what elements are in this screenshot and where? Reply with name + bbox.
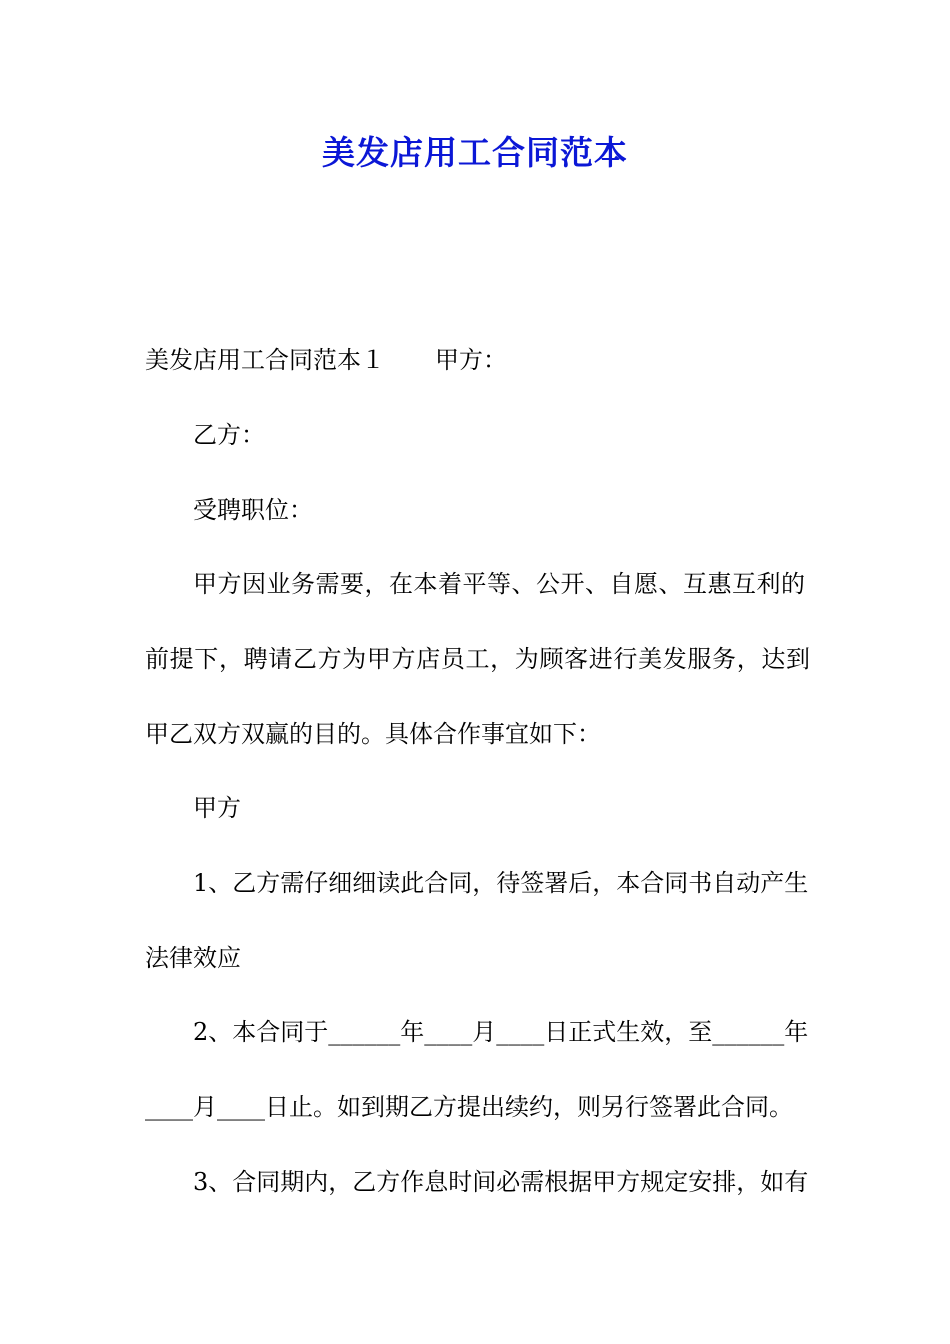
position-label: 受聘职位： [193, 496, 313, 524]
clause-line: 3、合同期内，乙方作息时间必需根据甲方规定安排，如有 [193, 1168, 809, 1196]
section-heading: 甲方 [193, 794, 241, 822]
party-b-label: 乙方： [193, 421, 265, 449]
paragraph-line: 甲乙双方双赢的目的。具体合作事宜如下： [145, 720, 601, 748]
paragraph-line: 甲方因业务需要，在本着平等、公开、自愿、互惠互利的 [193, 570, 805, 598]
paragraph-line [145, 340, 810, 380]
clause-line: 2、本合同于______年____月____日正式生效，至______年 [193, 1018, 809, 1046]
subtitle-text: 美发店用工合同范本１ [145, 346, 385, 374]
party-a-label: 甲方： [435, 346, 507, 374]
clause-line: 法律效应 [145, 944, 241, 972]
document-title: 美发店用工合同范本 [322, 133, 628, 172]
clause-line: ____月____日止。如到期乙方提出续约，则另行签署此合同。 [145, 1093, 793, 1121]
clause-line: 1、乙方需仔细细读此合同，待签署后，本合同书自动产生 [193, 869, 809, 897]
paragraph-line: 前提下，聘请乙方为甲方店员工，为顾客进行美发服务，达到 [145, 645, 810, 673]
